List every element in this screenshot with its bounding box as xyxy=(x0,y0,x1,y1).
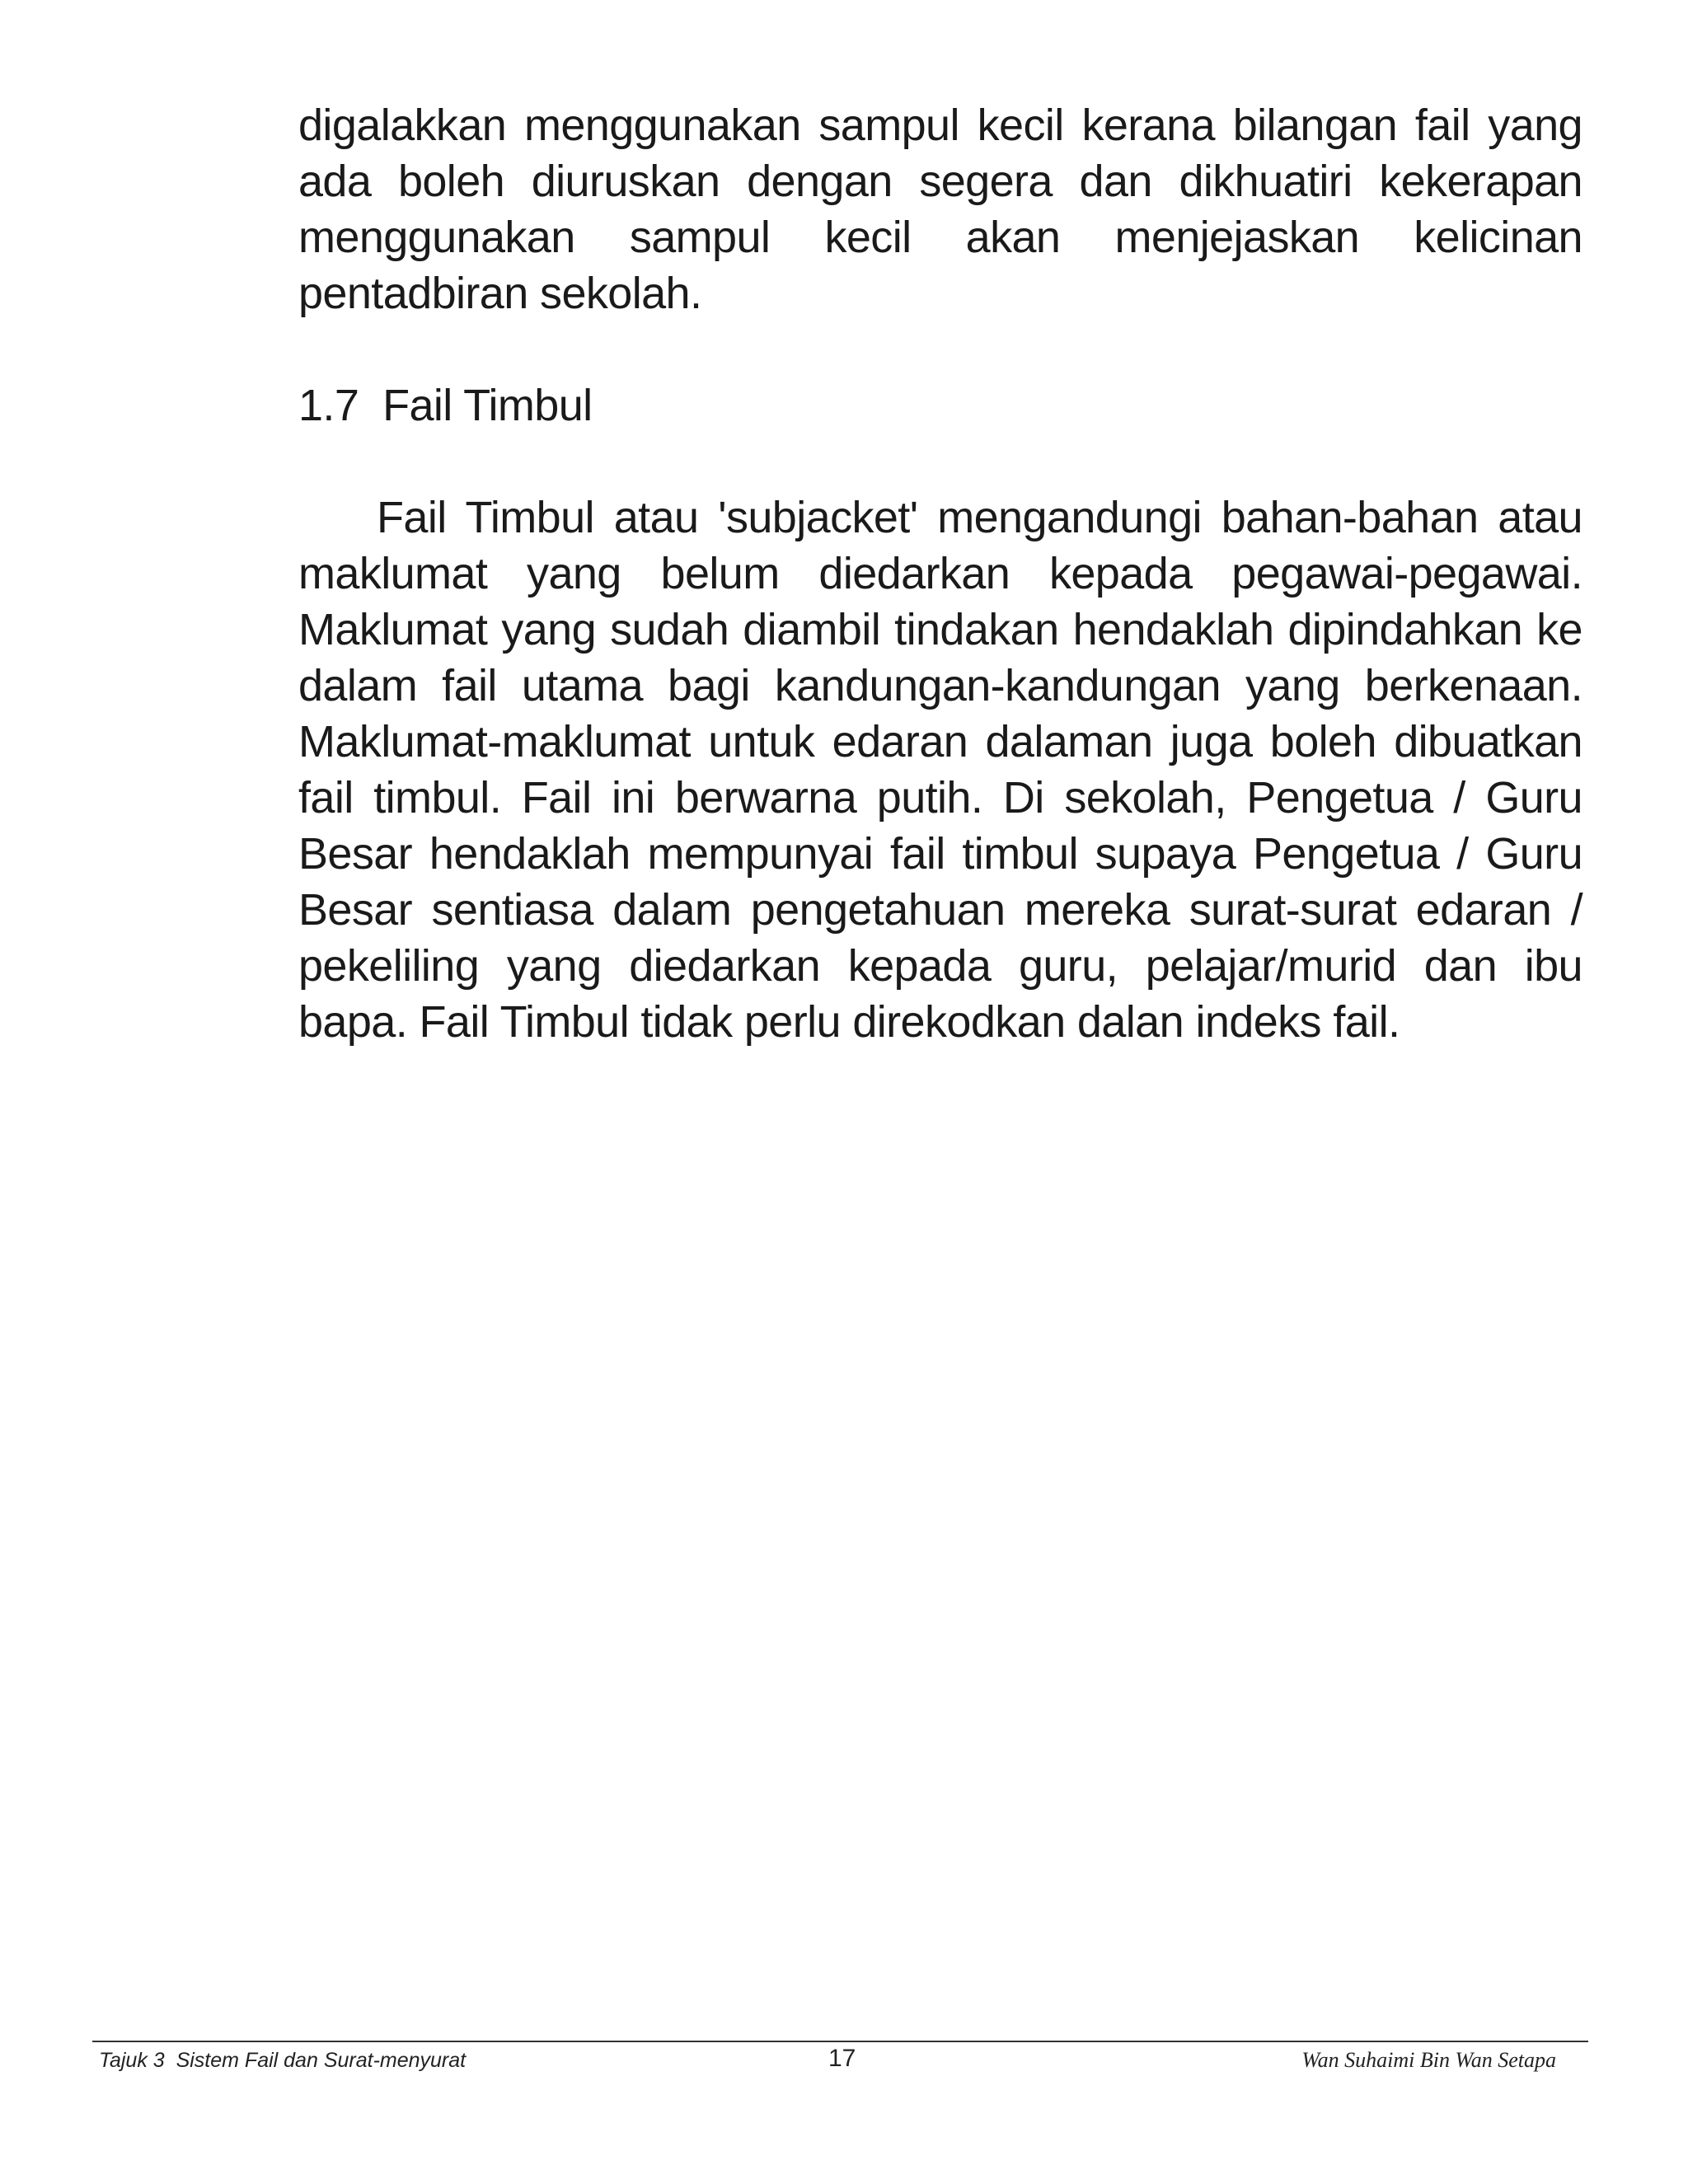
paragraph-continued: digalakkan menggunakan sampul kecil kerana bilangan fail yang ada boleh diuruskan dengan segera dan dikhuatiri kekerapan menggunakan sampul kecil akan menjejaskan kelicinan pentadbiran sekolah. xyxy=(298,101,1582,318)
section-paragraph: Fail Timbul atau 'subjacket' mengandungi bahan-bahan atau maklumat yang belum diedarkan kepada pegawai-pegawai. Maklumat yang sudah diambil tindakan hendaklah dipindahkan ke dalam fail utama bagi kandungan-kandungan yang berkenaan. Maklumat-maklumat untuk edaran dalaman juga boleh dibuatkan fail timbul. Fail ini berwarna putih. Di sekolah, Pengetua / Guru Besar hendaklah mempunyai fail timbul supaya Pengetua / Guru Besar sentiasa dalam pengetahuan mereka surat-surat edaran / pekeliling yang diedarkan kepada guru, pelajar/murid dan ibu bapa. Fail Timbul tidak perlu direkodkan dalan indeks fail. xyxy=(298,493,1582,1047)
page-number: 17 xyxy=(828,2045,856,2072)
document-body xyxy=(298,97,1582,1050)
section-heading: 1.7 Fail Timbul xyxy=(298,381,593,430)
footer-divider xyxy=(92,2041,1588,2042)
footer-chapter-title: Tajuk 3 Sistem Fail dan Surat-menyurat xyxy=(99,2049,467,2072)
footer-author: Wan Suhaimi Bin Wan Setapa xyxy=(1301,2048,1556,2072)
